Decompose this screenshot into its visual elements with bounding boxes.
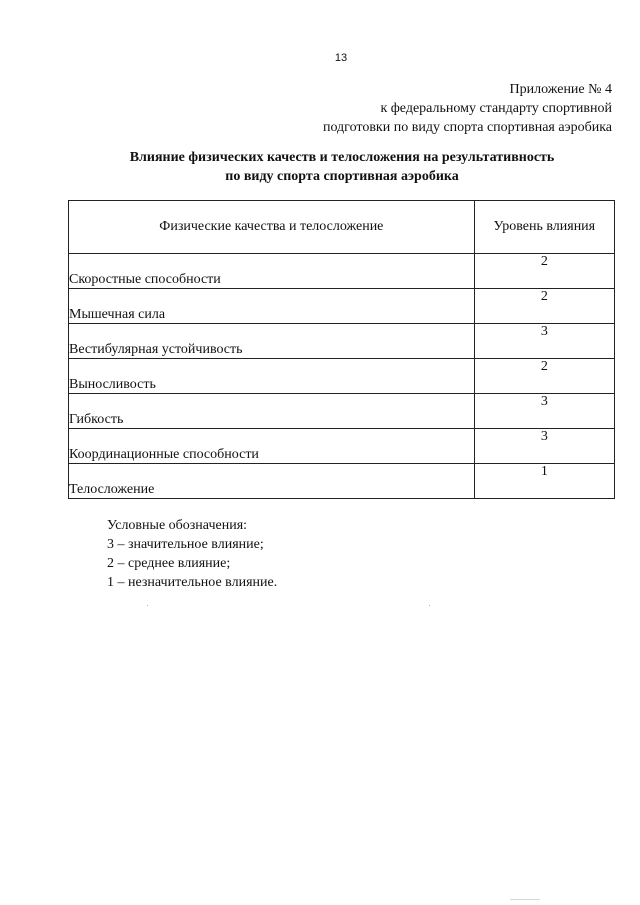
table-row [69, 289, 615, 324]
level-cell: 2 [474, 289, 614, 324]
quality-cell: Мышечная сила [69, 289, 475, 324]
quality-cell: Координационные способности [69, 429, 475, 464]
level-cell: 1 [474, 464, 614, 499]
scan-speck [510, 899, 540, 900]
appendix-line-3: подготовки по виду спорта спортивная аэробика [322, 120, 612, 135]
header-quality: Физические качества и телосложение [69, 201, 475, 254]
title-line-2: по виду спорта спортивная аэробика [225, 169, 459, 184]
table-row [69, 254, 615, 289]
table-row [69, 359, 615, 394]
document-title [68, 148, 616, 186]
level-cell: 3 [474, 429, 614, 464]
level-cell: 3 [474, 324, 614, 359]
scan-speck [147, 605, 148, 606]
quality-cell: Гибкость [69, 394, 475, 429]
appendix-line-2: к федеральному стандарту спортивной [380, 101, 612, 116]
level-cell: 3 [474, 394, 614, 429]
legend-item: 1 – незначительное влияние. [107, 575, 278, 590]
header-level: Уровень влияния [474, 201, 614, 254]
appendix-line-1: Приложение № 4 [509, 82, 612, 97]
table-row [69, 394, 615, 429]
influence-table [68, 200, 615, 499]
quality-cell: Телосложение [69, 464, 475, 499]
table-row [69, 324, 615, 359]
quality-cell: Вестибулярная устойчивость [69, 324, 475, 359]
appendix-reference [323, 80, 612, 137]
legend-item: 3 – значительное влияние; [107, 537, 264, 552]
page-number: 13 [334, 52, 348, 64]
scan-speck [429, 605, 430, 606]
table-header-row [69, 201, 615, 254]
quality-cell: Выносливость [69, 359, 475, 394]
legend-item: 2 – среднее влияние; [107, 556, 231, 571]
level-cell: 2 [474, 359, 614, 394]
legend-heading: Условные обозначения: [107, 518, 248, 533]
level-cell: 2 [474, 254, 614, 289]
legend [107, 516, 277, 592]
title-line-1: Влияние физических качеств и телосложения на результативность [129, 150, 555, 165]
quality-cell: Скоростные способности [69, 254, 475, 289]
table-row [69, 429, 615, 464]
table-row [69, 464, 615, 499]
